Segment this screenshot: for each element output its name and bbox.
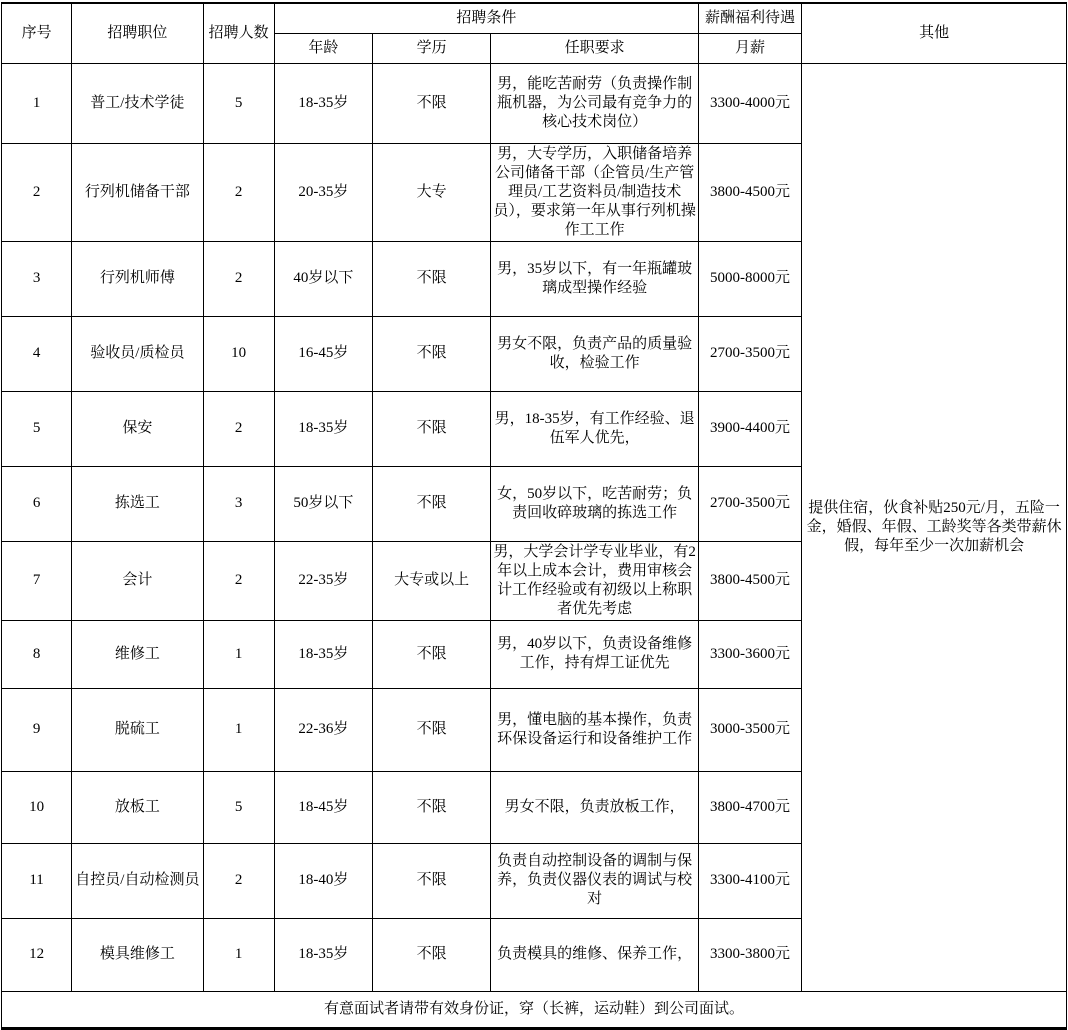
cell-headcount: 2 [203,241,274,316]
col-header-age: 年龄 [274,33,372,63]
cell-position: 模具维修工 [72,918,203,991]
cell-no: 10 [2,771,72,843]
cell-salary: 3800-4700元 [698,771,801,843]
cell-age: 16-45岁 [274,316,372,391]
recruitment-table [1,2,1067,1030]
cell-salary: 3000-3500元 [698,688,801,771]
col-header-no: 序号 [2,3,72,63]
cell-education: 不限 [373,391,491,466]
col-header-salary: 月薪 [698,33,801,63]
cell-position: 自控员/自动检测员 [72,843,203,918]
cell-no: 12 [2,918,72,991]
cell-salary: 3900-4400元 [698,391,801,466]
cell-requirements: 男，35岁以下，有一年瓶罐玻璃成型操作经验 [491,241,699,316]
cell-education: 不限 [373,316,491,391]
cell-age: 20-35岁 [274,143,372,241]
col-header-conditions: 招聘条件 [274,3,698,33]
cell-headcount: 1 [203,688,274,771]
cell-education: 大专 [373,143,491,241]
cell-no: 6 [2,466,72,541]
cell-no: 3 [2,241,72,316]
cell-no: 5 [2,391,72,466]
cell-requirements: 男，40岁以下，负责设备维修工作，持有焊工证优先 [491,620,699,688]
cell-salary: 3300-3600元 [698,620,801,688]
cell-salary: 3300-3800元 [698,918,801,991]
cell-position: 验收员/质检员 [72,316,203,391]
cell-position: 保安 [72,391,203,466]
header-row-1 [2,3,1067,33]
cell-age: 18-45岁 [274,771,372,843]
cell-age: 18-35岁 [274,918,372,991]
cell-education: 大专或以上 [373,541,491,620]
table-row [2,63,1067,143]
cell-age: 18-35岁 [274,391,372,466]
col-header-other: 其他 [802,3,1067,63]
cell-headcount: 1 [203,620,274,688]
cell-requirements: 男女不限，负责放板工作， [491,771,699,843]
cell-headcount: 3 [203,466,274,541]
cell-requirements: 男，大学会计学专业毕业，有2年以上成本会计，费用审核会计工作经验或有初级以上称职者优先考虑 [491,541,699,620]
cell-salary: 2700-3500元 [698,316,801,391]
cell-requirements: 负责自动控制设备的调制与保养，负责仪器仪表的调试与校对 [491,843,699,918]
cell-position: 行列机储备干部 [72,143,203,241]
cell-no: 1 [2,63,72,143]
cell-age: 50岁以下 [274,466,372,541]
cell-education: 不限 [373,843,491,918]
cell-requirements: 男，能吃苦耐劳（负责操作制瓶机器，为公司最有竞争力的核心技术岗位） [491,63,699,143]
col-header-headcount: 招聘人数 [203,3,274,63]
col-header-education: 学历 [373,33,491,63]
cell-no: 8 [2,620,72,688]
cell-salary: 3300-4100元 [698,843,801,918]
cell-salary: 2700-3500元 [698,466,801,541]
cell-headcount: 2 [203,541,274,620]
cell-age: 22-35岁 [274,541,372,620]
cell-education: 不限 [373,620,491,688]
cell-headcount: 5 [203,771,274,843]
cell-requirements: 女，50岁以下，吃苦耐劳；负责回收碎玻璃的拣选工作 [491,466,699,541]
cell-headcount: 2 [203,391,274,466]
cell-education: 不限 [373,466,491,541]
cell-position: 脱硫工 [72,688,203,771]
cell-no: 11 [2,843,72,918]
cell-salary: 5000-8000元 [698,241,801,316]
cell-headcount: 10 [203,316,274,391]
cell-requirements: 男，大专学历，入职储备培养公司储备干部（企管员/生产管理员/工艺资料员/制造技术员），要求第一年从事行列机操作工工作 [491,143,699,241]
cell-headcount: 5 [203,63,274,143]
cell-requirements: 男，18-35岁，有工作经验、退伍军人优先， [491,391,699,466]
cell-position: 行列机师傅 [72,241,203,316]
cell-headcount: 1 [203,918,274,991]
footer-row [2,991,1067,1028]
cell-no: 9 [2,688,72,771]
cell-no: 2 [2,143,72,241]
cell-requirements: 负责模具的维修、保养工作， [491,918,699,991]
cell-position: 维修工 [72,620,203,688]
cell-position: 会计 [72,541,203,620]
cell-education: 不限 [373,63,491,143]
cell-salary: 3800-4500元 [698,541,801,620]
cell-position: 放板工 [72,771,203,843]
cell-salary: 3800-4500元 [698,143,801,241]
cell-education: 不限 [373,241,491,316]
cell-requirements: 男女不限，负责产品的质量验收，检验工作 [491,316,699,391]
cell-education: 不限 [373,688,491,771]
cell-requirements: 男，懂电脑的基本操作，负责环保设备运行和设备维护工作 [491,688,699,771]
cell-education: 不限 [373,771,491,843]
col-header-requirements: 任职要求 [491,33,699,63]
cell-age: 18-40岁 [274,843,372,918]
other-note-cell: 提供住宿，伙食补贴250元/月，五险一金，婚假、年假、工龄奖等各类带薪休假，每年至少一次加薪机会 [802,63,1067,991]
col-header-position: 招聘职位 [72,3,203,63]
cell-position: 普工/技术学徒 [72,63,203,143]
cell-headcount: 2 [203,143,274,241]
cell-no: 4 [2,316,72,391]
cell-age: 22-36岁 [274,688,372,771]
cell-education: 不限 [373,918,491,991]
footer-note: 有意面试者请带有效身份证，穿（长裤，运动鞋）到公司面试。 [2,991,1067,1028]
col-header-salary-group: 薪酬福利待遇 [698,3,801,33]
cell-salary: 3300-4000元 [698,63,801,143]
cell-headcount: 2 [203,843,274,918]
cell-position: 拣选工 [72,466,203,541]
cell-age: 18-35岁 [274,63,372,143]
cell-age: 18-35岁 [274,620,372,688]
cell-no: 7 [2,541,72,620]
cell-age: 40岁以下 [274,241,372,316]
